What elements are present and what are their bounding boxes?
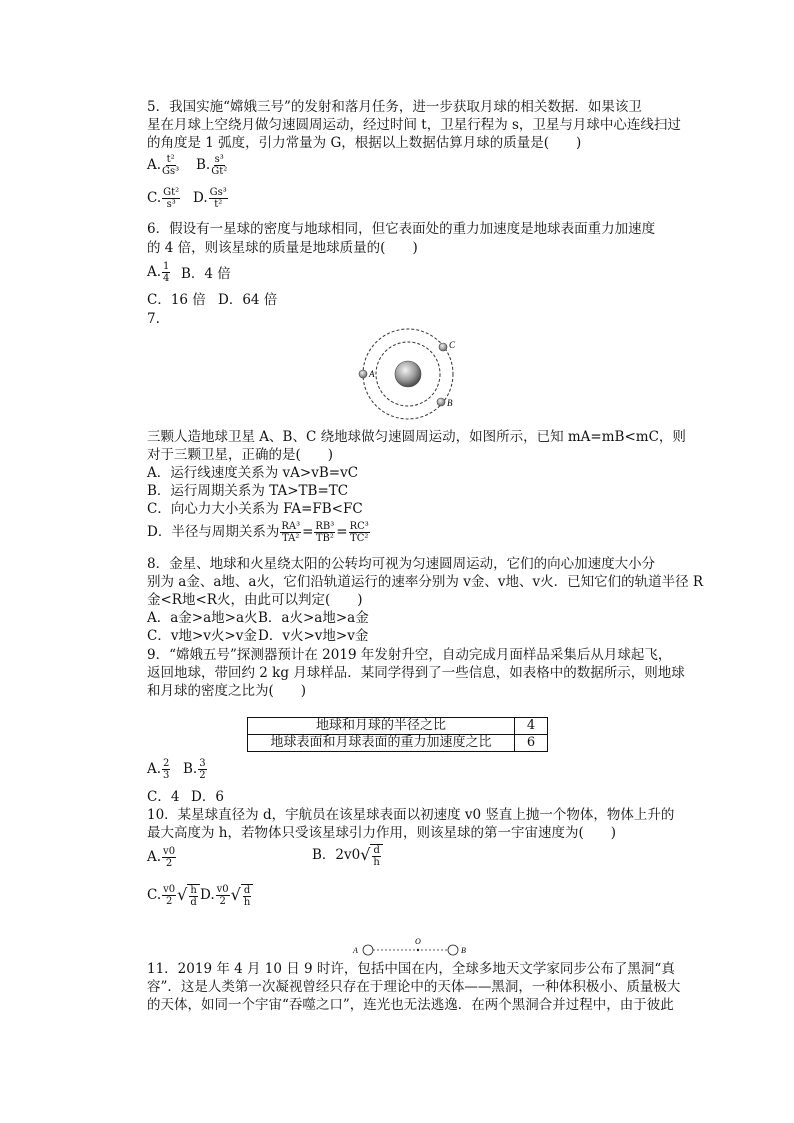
q9-line-3: 和月球的密度之比为( ) [147, 683, 307, 699]
q7-line-1: 三颗人造地球卫星 A、B、C 绕地球做匀速圆周运动，如图所示，已知 mA=mB<mC，则 [147, 429, 686, 445]
orbit-figure [355, 326, 470, 424]
label-a: A [353, 946, 358, 955]
q9-option-b: B. $\frac{3}{2}$ [183, 758, 206, 781]
label-o: O [415, 937, 421, 946]
q10-line-1: 10．某星球直径为 d，宇航员在该星球表面以初速度 v0 竖直上抛一个物体，物体上升的 [147, 807, 675, 823]
label-c: C [449, 340, 456, 350]
q11-line-1: 11．2019 年 4 月 10 日 9 时许，包括中国在内，全球多地天文学家同步公布了黑洞“真 [147, 961, 675, 977]
q8-option-a: A．a金>a地>a火 [147, 610, 258, 626]
q6-option-a: A. $\frac{1}{4}$ [147, 261, 170, 284]
black-hole-b [448, 945, 458, 955]
satellite-b [437, 398, 445, 406]
q8-option-d: D．v火>v地>v金 [258, 628, 369, 644]
q9-option-a: A. $\frac{2}{3}$ [147, 758, 170, 781]
earth [395, 361, 421, 387]
q7-option-a: A．运行线速度关系为 vA>vB=vC [147, 465, 359, 481]
q5-line-2: 星在月球上空绕月做匀速圆周运动，经过时间 t，卫星行程为 s，卫星与月球中心连线扫过 [147, 117, 681, 133]
q5-option-d: D. $\frac{\text{Gs³}}{\text{t²}}$ [193, 187, 227, 210]
q5-line-1: 5．我国实施“嫦娥三号”的发射和落月任务，进一步获取月球的相关数据．如果该卫 [147, 99, 642, 115]
q8-option-c: C．v地>v火>v金 [147, 628, 257, 644]
q7-option-d: D．半径与周期关系为 $\frac{\text{RA³}}{\text{TA²}}$ = $\frac{\text{RB³}}{\text{TB²}}$ = $\frac{\text{RC³}}{\text{TC²}}$ [147, 521, 369, 544]
satellite-a [359, 370, 367, 378]
q7-line-2: 对于三颗卫星，正确的是( ) [147, 447, 334, 463]
q11-line-3: 的天体，如同一个宇宙“吞噬之口”，连光也无法逃逸．在两个黑洞合并过程中，由于彼此 [147, 997, 674, 1013]
black-hole-a [363, 945, 373, 955]
q9-option-c: C．4 [147, 789, 180, 805]
q9-line-2: 返回地球，带回约 2 kg 月球样品．某同学得到了一些信息，如表格中的数据所示，则地球 [147, 665, 685, 681]
q10-line-2: 最大高度为 h，若物体只受该星球引力作用，则该星球的第一宇宙速度为( ) [147, 825, 617, 841]
satellite-c [439, 343, 447, 351]
table-cell-value: 6 [515, 735, 548, 752]
center-point-o [417, 949, 419, 951]
table-cell-label: 地球表面和月球表面的重力加速度之比 [248, 735, 515, 752]
q10-option-a: A. $\frac{v0}{2}$ [147, 846, 176, 869]
label-b: B [461, 946, 466, 955]
q8-option-b: B．a火>a地>a金 [258, 610, 369, 626]
table-row [248, 735, 548, 752]
q10-option-d: D. $\frac{v0}{2}$ √ $\frac{d}{h}$ [200, 882, 253, 908]
q7-option-c: C．向心力大小关系为 FA=FB<FC [147, 501, 363, 517]
q10-option-c: C. $\frac{v0}{2}$ √ $\frac{h}{d}$ [147, 882, 200, 908]
q11-line-2: 容”．这是人类第一次凝视曾经只存在于理论中的天体——黑洞，一种体积极小、质量极大 [147, 979, 681, 995]
q9-line-1: 9．“嫦娥五号”探测器预计在 2019 年发射升空，自动完成月面样品采集后从月球起飞， [147, 647, 672, 663]
q9-data-table [247, 717, 548, 752]
black-hole-figure [350, 936, 475, 958]
table-cell-label: 地球和月球的半径之比 [248, 718, 515, 735]
q5-option-b: B. $\frac{\text{s³}}{\text{Gt²}}$ [196, 154, 228, 177]
q8-line-1: 8．金星、地球和火星绕太阳的公转均可视为匀速圆周运动，它们的向心加速度大小分 [147, 556, 656, 572]
q10-option-b: B．2v0 √ $\frac{d}{h}$ [312, 842, 383, 868]
q5-line-3: 的角度是 1 弧度，引力常量为 G，根据以上数据估算月球的质量是( ) [147, 135, 582, 151]
q8-line-2: 别为 a金、a地、a火，它们沿轨道运行的速率分别为 v金、v地、v火．已知它们的轨道半径 R [147, 574, 704, 590]
q6-line-1: 6．假设有一星球的密度与地球相同，但它表面处的重力加速度是地球表面重力加速度 [147, 221, 656, 237]
table-row [248, 718, 548, 735]
label-a: A [369, 369, 375, 379]
q6-option-c: C．16 倍 [147, 292, 206, 308]
table-cell-value: 4 [515, 718, 548, 735]
q9-option-d: D．6 [191, 789, 224, 805]
q7-number: 7. [147, 311, 160, 327]
q8-line-3: 金<R地<R火，由此可以判定( ) [147, 592, 363, 608]
q5-option-c: C. $\frac{\text{Gt²}}{\text{s³}}$ [147, 187, 180, 210]
q6-line-2: 的 4 倍，则该星球的质量是地球质量的( ) [147, 240, 418, 256]
q7-option-b: B．运行周期关系为 TA>TB=TC [147, 483, 349, 499]
q5-option-a: A. $\frac{\text{t²}}{\text{Gs³}}$ [147, 154, 180, 177]
label-b: B [447, 398, 453, 408]
q6-option-d: D．64 倍 [218, 292, 278, 308]
q6-option-b: B．4 倍 [181, 266, 231, 282]
